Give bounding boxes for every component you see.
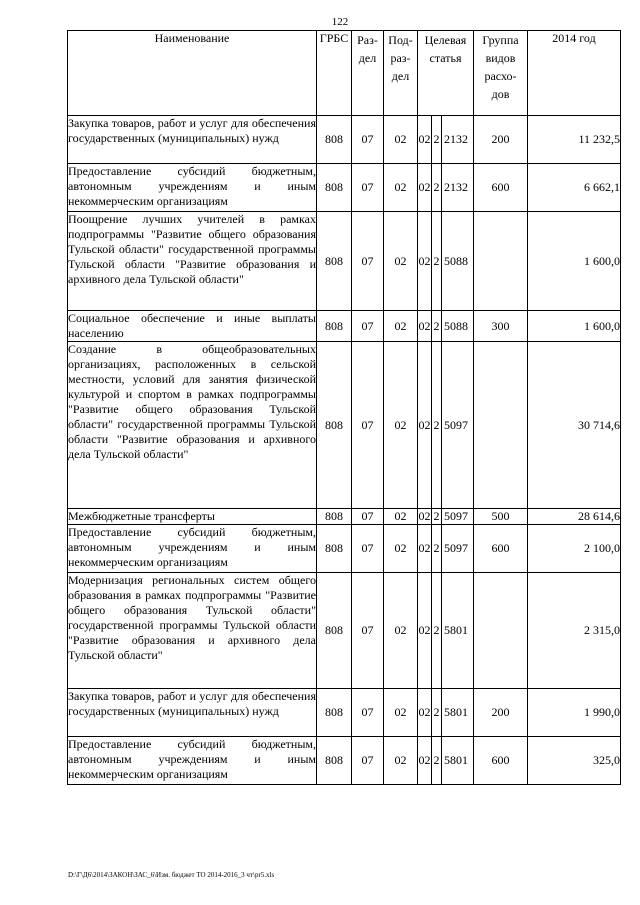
cell-vid: 200 bbox=[474, 689, 528, 737]
cell-cs3: 2132 bbox=[442, 116, 474, 164]
cell-cs2: 2 bbox=[432, 212, 442, 311]
cell-cs2: 2 bbox=[432, 525, 442, 573]
cell-vid bbox=[474, 212, 528, 311]
cell-cs3: 5088 bbox=[442, 311, 474, 342]
cell-podrazdel: 02 bbox=[384, 311, 418, 342]
cell-grbs: 808 bbox=[317, 212, 352, 311]
cell-amount: 1 600,0 bbox=[528, 311, 621, 342]
cell-vid: 200 bbox=[474, 116, 528, 164]
table-row bbox=[68, 342, 621, 509]
cell-cs2: 2 bbox=[432, 737, 442, 785]
cell-grbs: 808 bbox=[317, 689, 352, 737]
cell-amount: 2 315,0 bbox=[528, 573, 621, 689]
cell-cs2: 2 bbox=[432, 311, 442, 342]
cell-razdel: 07 bbox=[352, 689, 384, 737]
cell-podrazdel: 02 bbox=[384, 689, 418, 737]
cell-cs2: 2 bbox=[432, 164, 442, 212]
cell-podrazdel: 02 bbox=[384, 164, 418, 212]
cell-vid bbox=[474, 342, 528, 509]
cell-cs3: 5801 bbox=[442, 573, 474, 689]
cell-grbs: 808 bbox=[317, 573, 352, 689]
cell-grbs: 808 bbox=[317, 737, 352, 785]
cell-cs1: 02 bbox=[418, 525, 432, 573]
cell-name: Модернизация региональных систем общего образования в рамках подпрограммы "Развитие общего образования Тульской области" государственной программы Тульской области "Развитие образования и архивного дела Тульской области" bbox=[68, 573, 317, 689]
cell-cs1: 02 bbox=[418, 342, 432, 509]
cell-podrazdel: 02 bbox=[384, 509, 418, 525]
cell-vid: 600 bbox=[474, 737, 528, 785]
table-row bbox=[68, 573, 621, 689]
cell-vid: 600 bbox=[474, 164, 528, 212]
header-grbs: ГРБС bbox=[317, 31, 352, 116]
cell-name: Межбюджетные трансферты bbox=[68, 509, 317, 525]
cell-name: Предоставление субсидий бюджетным, автономным учреждениям и иным некоммерческим организациям bbox=[68, 525, 317, 573]
cell-grbs: 808 bbox=[317, 311, 352, 342]
cell-amount: 28 614,6 bbox=[528, 509, 621, 525]
cell-cs1: 02 bbox=[418, 737, 432, 785]
cell-name: Предоставление субсидий бюджетным, автономным учреждениям и иным некоммерческим организациям bbox=[68, 737, 317, 785]
cell-amount: 11 232,5 bbox=[528, 116, 621, 164]
cell-cs3: 5097 bbox=[442, 342, 474, 509]
table-row bbox=[68, 689, 621, 737]
cell-razdel: 07 bbox=[352, 116, 384, 164]
table-row bbox=[68, 164, 621, 212]
cell-cs3: 5088 bbox=[442, 212, 474, 311]
budget-table bbox=[67, 30, 621, 785]
cell-cs1: 02 bbox=[418, 311, 432, 342]
cell-grbs: 808 bbox=[317, 509, 352, 525]
table-row bbox=[68, 509, 621, 525]
cell-razdel: 07 bbox=[352, 311, 384, 342]
cell-podrazdel: 02 bbox=[384, 525, 418, 573]
cell-cs3: 5097 bbox=[442, 525, 474, 573]
cell-razdel: 07 bbox=[352, 509, 384, 525]
cell-cs3: 5801 bbox=[442, 689, 474, 737]
cell-amount: 2 100,0 bbox=[528, 525, 621, 573]
cell-amount: 6 662,1 bbox=[528, 164, 621, 212]
header-podrazdel: Под- раз- дел bbox=[384, 31, 418, 116]
cell-podrazdel: 02 bbox=[384, 116, 418, 164]
cell-cs2: 2 bbox=[432, 573, 442, 689]
cell-cs1: 02 bbox=[418, 116, 432, 164]
cell-cs2: 2 bbox=[432, 342, 442, 509]
cell-grbs: 808 bbox=[317, 525, 352, 573]
table-row bbox=[68, 737, 621, 785]
cell-grbs: 808 bbox=[317, 116, 352, 164]
cell-razdel: 07 bbox=[352, 737, 384, 785]
cell-amount: 30 714,6 bbox=[528, 342, 621, 509]
cell-name: Поощрение лучших учителей в рамках подпрограммы "Развитие общего образования Тульской области" государственной программы Тульской области "Развитие образования и архивного дела Тульской области" bbox=[68, 212, 317, 311]
cell-amount: 1 600,0 bbox=[528, 212, 621, 311]
cell-name: Создание в общеобразовательных организациях, расположенных в сельской местности, условий для занятия физической культурой и спортом в рамках подпрограммы "Развитие общего образования Тульской области" государственной программы Тульской области "Развитие образования и архивного дела Тульской области" bbox=[68, 342, 317, 509]
cell-cs3: 5801 bbox=[442, 737, 474, 785]
cell-razdel: 07 bbox=[352, 342, 384, 509]
cell-grbs: 808 bbox=[317, 342, 352, 509]
cell-razdel: 07 bbox=[352, 525, 384, 573]
table-row bbox=[68, 116, 621, 164]
cell-cs2: 2 bbox=[433, 509, 440, 523]
cell-cs1: 02 bbox=[418, 573, 432, 689]
table-row bbox=[68, 311, 621, 342]
cell-amount: 325,0 bbox=[528, 737, 621, 785]
cell-name: Социальное обеспечение и иные выплаты населению bbox=[68, 311, 316, 340]
header-gruppa-vidov: Группа видов расхо- дов bbox=[474, 31, 528, 116]
cell-razdel: 07 bbox=[352, 212, 384, 311]
cell-vid bbox=[474, 573, 528, 689]
cell-razdel: 07 bbox=[352, 164, 384, 212]
cell-cs1: 02 bbox=[418, 509, 431, 523]
table-row bbox=[68, 525, 621, 573]
cell-grbs: 808 bbox=[317, 164, 352, 212]
cell-cs2: 2 bbox=[432, 116, 442, 164]
cell-vid: 600 bbox=[474, 525, 528, 573]
cell-cs1: 02 bbox=[418, 689, 432, 737]
cell-razdel: 07 bbox=[352, 573, 384, 689]
header-name: Наименование bbox=[68, 31, 317, 116]
cell-cs1: 02 bbox=[418, 212, 432, 311]
cell-vid: 500 bbox=[474, 509, 528, 525]
header-year: 2014 год bbox=[528, 31, 621, 116]
cell-cs2: 2 bbox=[432, 689, 442, 737]
cell-name: Предоставление субсидий бюджетным, автономным учреждениям и иным некоммерческим организациям bbox=[68, 164, 317, 212]
cell-name: Закупка товаров, работ и услуг для обеспечения государственных (муниципальных) нужд bbox=[68, 116, 317, 164]
cell-name: Закупка товаров, работ и услуг для обеспечения государственных (муниципальных) нужд bbox=[68, 689, 317, 737]
cell-podrazdel: 02 bbox=[384, 342, 418, 509]
cell-vid: 300 bbox=[474, 311, 528, 342]
cell-cs3: 2132 bbox=[442, 164, 474, 212]
table-row bbox=[68, 212, 621, 311]
header-razdel: Раз- дел bbox=[352, 31, 384, 116]
cell-cs1: 02 bbox=[418, 164, 432, 212]
cell-podrazdel: 02 bbox=[384, 212, 418, 311]
cell-podrazdel: 02 bbox=[384, 737, 418, 785]
header-celevaya-statya: Целевая статья bbox=[418, 31, 474, 116]
file-path-footer: D:\Г\Д6\2014\ЗАКОН\ЗАС_6\Изм. бюджет ТО 2014-2016_3 чт\pr5.xls bbox=[68, 871, 275, 879]
cell-amount: 1 990,0 bbox=[528, 689, 621, 737]
cell-podrazdel: 02 bbox=[384, 573, 418, 689]
page-number: 122 bbox=[331, 16, 349, 28]
cell-cs3: 5097 bbox=[442, 509, 474, 525]
